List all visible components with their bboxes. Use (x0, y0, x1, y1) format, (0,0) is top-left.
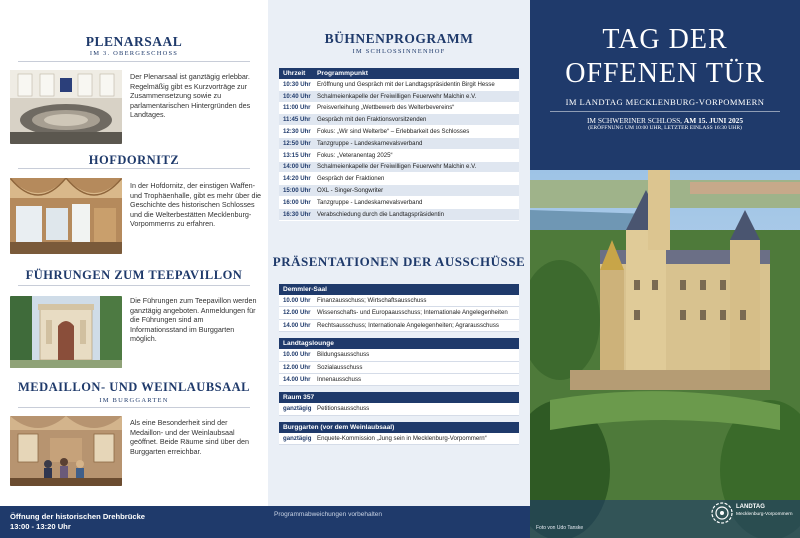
medaillon-title: MEDAILLON- UND WEINLAUBSAAL (17, 380, 251, 394)
ausschuesse-title: PRÄSENTATIONEN DER AUSSCHÜSSE (272, 254, 526, 269)
program-time: 12:30 Uhr (283, 128, 311, 136)
committee-row (279, 295, 519, 307)
committee-name: Bildungsausschuss (317, 351, 370, 359)
program-time: 10:30 Uhr (283, 80, 311, 88)
hofdornitz-title: HOFDORNITZ (88, 153, 180, 167)
cover-hours: (ERÖFFNUNG UM 10:00 UHR, LETZTER EINLASS 16:30 UHR) (588, 125, 742, 131)
committee-name: Innenausschuss (317, 376, 362, 384)
medaillon-text: Als eine Besonderheit sind der Medaillon- und der Weinlaubsaal geöffnet. Beide Räume sind über den Burggarten erreichbar. (130, 418, 249, 456)
cover-place: IM SCHWERINER SCHLOSS, (586, 116, 683, 125)
committee-time: 14.00 Uhr (283, 376, 311, 384)
program-time: 16:30 Uhr (283, 210, 311, 218)
program-row (279, 103, 519, 115)
committee-name: Finanzausschuss; Wirtschaftsausschuss (317, 297, 427, 304)
divider (18, 168, 250, 169)
teepavillon-text: Die Führungen zum Teepavillon werden ganztägig angeboten. Anmeldungen für die Führungen sind am Informationsstand im Burggarten möglich. (130, 296, 257, 344)
program-disclaimer: Programmabweichungen vorbehalten (274, 511, 383, 518)
committee-time: 12.00 Uhr (283, 363, 311, 371)
program-time: 16:00 Uhr (283, 198, 311, 206)
program-time: 14:20 Uhr (283, 175, 311, 183)
program-row (279, 185, 519, 197)
header-time: Uhrzeit (283, 70, 306, 77)
program-row (279, 150, 519, 162)
program-disclaimer-bar (268, 506, 530, 538)
header-item: Programmpunkt (317, 70, 368, 77)
program-time: 10:40 Uhr (283, 92, 311, 100)
program-row (279, 114, 519, 126)
program-row (279, 79, 519, 91)
teepavillon-photo (10, 296, 122, 368)
committee-row (279, 433, 519, 445)
program-table-header (279, 68, 519, 79)
buehnenprogramm-title: BÜHNENPROGRAMM (324, 31, 474, 46)
committee-room: Landtagslounge (279, 338, 519, 349)
divider (18, 407, 250, 408)
landtag-logo (710, 495, 795, 531)
program-time: 12:50 Uhr (283, 139, 311, 147)
committee-name: Sozialausschuss (317, 363, 363, 371)
committee-tables (279, 284, 519, 451)
program-row (279, 126, 519, 138)
left-panel (0, 0, 268, 538)
plenarsaal-text: Der Plenarsaal ist ganztägig erlebbar. Regelmäßig gibt es Kurzvorträge zur Zusammensetzung sowie zu parlamentarischen Hintergründen des Landtages. (130, 72, 251, 120)
program-item: Tanzgruppe - Landeskarnevalsverband (317, 198, 423, 206)
medaillon-subtitle: IM BURGGARTEN (99, 397, 169, 404)
program-item: Fokus: „Veteranentag 2025“ (317, 151, 393, 159)
committee-row (279, 320, 519, 332)
drehbruecke-footer (0, 506, 268, 538)
program-item: Preisverleihung „Wettbewerb des Welterbevereins“ (317, 104, 455, 112)
committee-time: ganztägig (283, 405, 312, 413)
committee-group (279, 422, 519, 445)
program-table (279, 68, 519, 221)
program-item: Eröffnung und Gespräch mit der Landtagspräsidentin Birgit Hesse (317, 80, 495, 88)
program-row (279, 91, 519, 103)
landtag-logo-icon (710, 501, 734, 525)
drehbruecke-label: Öffnung der historischen Drehbrücke (10, 512, 146, 521)
cover-subtitle: IM LANDTAG MECKLENBURG-VORPOMMERN (565, 97, 765, 107)
logo-text-state: Mecklenburg-Vorpommern (736, 512, 793, 517)
program-item: ÖXL - Singer-Songwriter (317, 187, 384, 195)
program-row (279, 162, 519, 174)
teepavillon-title: FÜHRUNGEN ZUM TEEPAVILLON (25, 268, 243, 282)
committee-name: Petitionsausschuss (317, 405, 370, 413)
cover-panel (530, 0, 800, 538)
program-item: Schalmeienkapelle der Freiwilligen Feuerwehr Malchin e.V. (317, 92, 477, 100)
committee-time: 14.00 Uhr (283, 321, 311, 329)
drehbruecke-time: 13:00 - 13:20 Uhr (10, 522, 71, 531)
hofdornitz-photo (10, 178, 122, 254)
program-item: Schalmeienkapelle der Freiwilligen Feuerwehr Malchin e.V. (317, 163, 477, 171)
committee-time: ganztägig (283, 434, 312, 442)
cover-place-date (530, 116, 800, 125)
committee-name: Wissenschafts- und Europaausschuss; Internationale Angelegenheiten (317, 309, 508, 317)
middle-panel (268, 0, 530, 538)
committee-row (279, 307, 519, 319)
program-item: Verabschiedung durch die Landtagspräsidentin (317, 210, 445, 218)
program-time: 11:45 Uhr (283, 116, 311, 124)
program-row (279, 173, 519, 185)
photo-credit: Foto von Udo Tanske (536, 525, 584, 531)
divider (18, 61, 250, 62)
committee-time: 12.00 Uhr (283, 309, 311, 317)
program-time: 15:00 Uhr (283, 187, 311, 195)
program-row (279, 197, 519, 209)
program-item: Fokus: „Wir sind Welterbe“ – Erlebbarkeit des Schlosses (317, 128, 470, 136)
committee-room: Raum 357 (279, 392, 519, 403)
divider (550, 111, 780, 112)
committee-row (279, 403, 519, 415)
committee-time: 10.00 Uhr (283, 351, 311, 359)
cover-date: AM 15. JUNI 2025 (683, 116, 744, 125)
committee-room: Demmler-Saal (279, 284, 519, 295)
cover-title-line1: TAG DER (602, 24, 728, 55)
committee-row (279, 362, 519, 374)
committee-row (279, 374, 519, 386)
medaillon-photo (10, 416, 122, 486)
plenarsaal-title: PLENARSAAL (85, 34, 183, 49)
program-time: 11:00 Uhr (283, 104, 311, 112)
committee-room: Burggarten (vor dem Weinlaubsaal) (279, 422, 519, 433)
committee-name: Enquete-Kommission „Jung sein in Mecklenburg-Vorpommern“ (317, 434, 487, 442)
divider (18, 285, 250, 286)
committee-time: 10.00 Uhr (283, 297, 311, 304)
committee-group (279, 284, 519, 332)
committee-group (279, 392, 519, 415)
committee-group (279, 338, 519, 386)
plenarsaal-photo (10, 70, 122, 144)
program-time: 14:00 Uhr (283, 163, 311, 171)
hofdornitz-text: In der Hofdornitz, der einstigen Waffen- und Trophäenhalle, gibt es mehr über die Geschichte des historischen Schlosses und die Welterbestätten Mecklenburg-Vorpommerns zu erfahren. (130, 181, 262, 229)
cover-title-line2: OFFENEN TÜR (565, 58, 765, 89)
program-item: Gespräch der Fraktionen (317, 175, 385, 183)
schwerin-castle-image (530, 170, 800, 538)
program-row (279, 138, 519, 150)
program-time: 13:15 Uhr (283, 151, 311, 159)
logo-text-landtag: LANDTAG (736, 504, 765, 510)
program-item: Gespräch mit den Fraktionsvorsitzenden (317, 116, 427, 124)
program-rows (279, 79, 519, 221)
buehnenprogramm-subtitle: IM SCHLOSSINNENHOF (352, 48, 446, 55)
committee-row (279, 349, 519, 361)
program-row (279, 209, 519, 221)
plenarsaal-subtitle: IM 3. OBERGESCHOSS (89, 50, 179, 57)
program-item: Tanzgruppe - Landeskarnevalsverband (317, 139, 423, 147)
committee-name: Rechtsausschuss; Internationale Angelegenheiten; Agrarausschuss (317, 321, 499, 329)
